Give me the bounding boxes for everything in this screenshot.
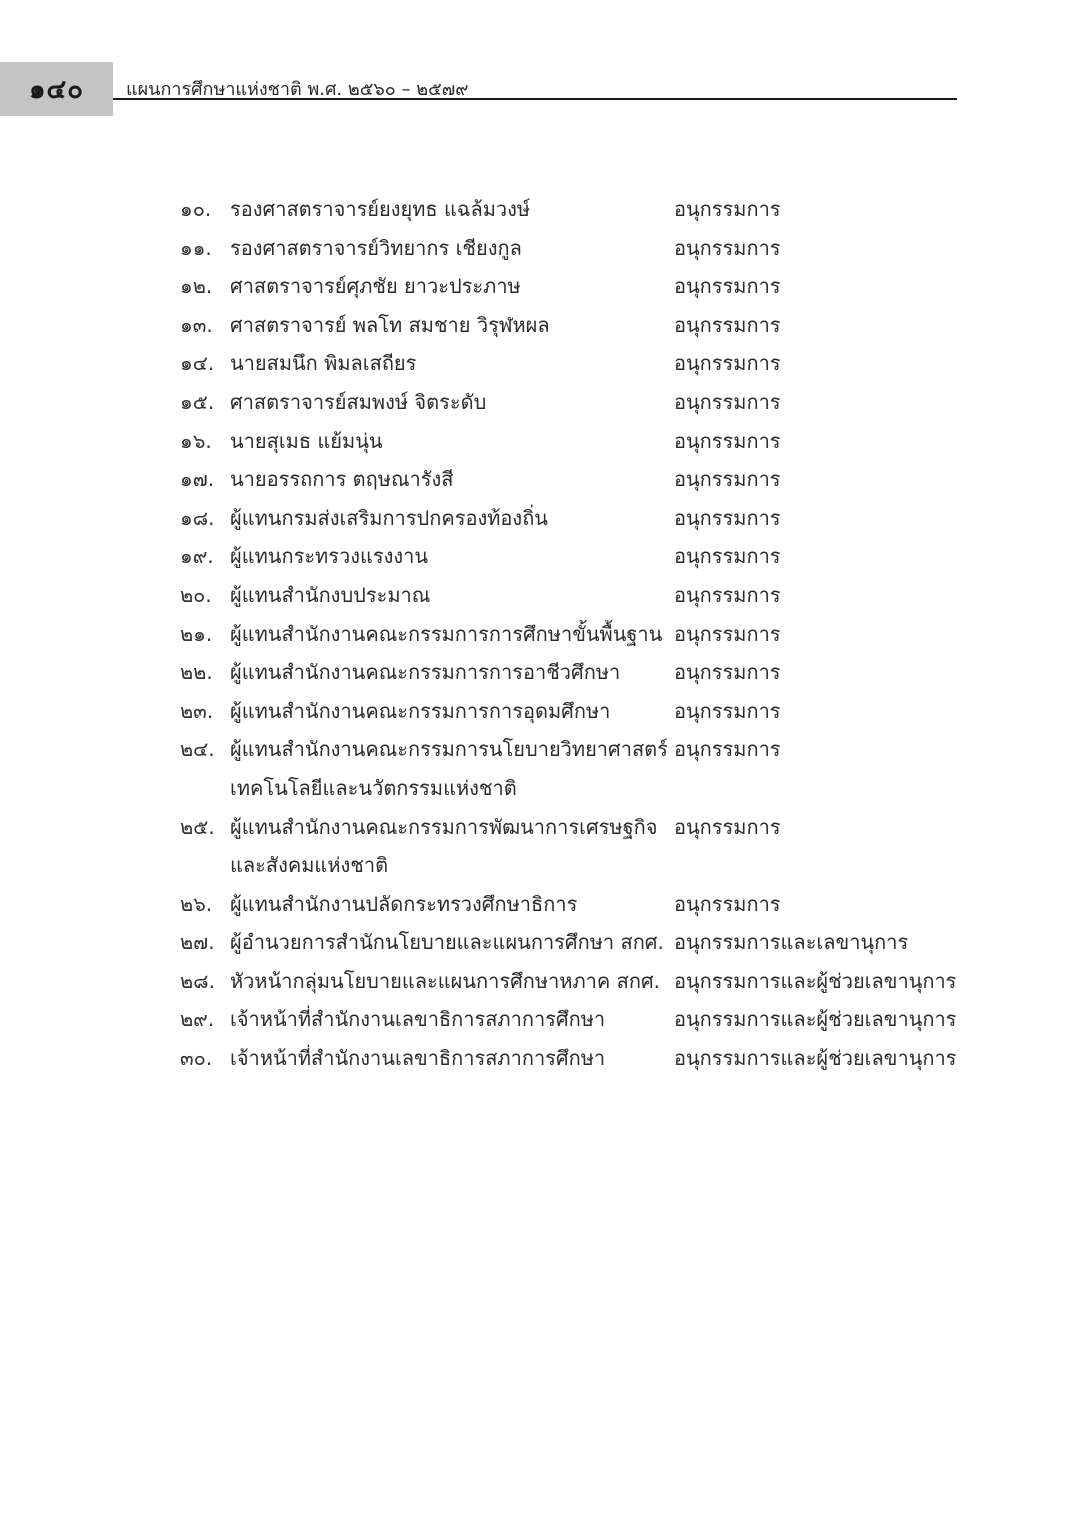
member-entry bbox=[180, 730, 980, 807]
entry-name-line: หัวหน้ากลุ่มนโยบายและแผนการศึกษาหภาค สกศ. bbox=[230, 968, 660, 993]
entry-name bbox=[230, 537, 670, 576]
entry-name bbox=[230, 422, 670, 461]
entry-name-line: ศาสตราจารย์ พลโท สมชาย วิรุฬหผล bbox=[230, 312, 550, 337]
entry-number: ๒๔. bbox=[180, 737, 215, 762]
entry-name-line: ผู้แทนสำนักงานคณะกรรมการพัฒนาการเศรษฐกิจ bbox=[230, 814, 658, 839]
entry-role: อนุกรรมการ bbox=[674, 891, 781, 916]
member-list bbox=[180, 190, 980, 1078]
member-entry bbox=[180, 344, 980, 383]
member-entry bbox=[180, 537, 980, 576]
entry-name-line: ผู้แทนสำนักงานคณะกรรมการการอุดมศึกษา bbox=[230, 698, 611, 723]
entry-name bbox=[230, 344, 670, 383]
entry-number: ๑๗. bbox=[180, 467, 215, 492]
entry-name-line: เทคโนโลยีและนวัตกรรมแห่งชาติ bbox=[230, 775, 517, 800]
entry-name bbox=[230, 730, 670, 807]
entry-number: ๒๓. bbox=[180, 698, 214, 723]
page-number-tab: ๑๔๐ bbox=[0, 62, 113, 116]
entry-role: อนุกรรมการ bbox=[674, 544, 781, 569]
entry-number: ๒๗. bbox=[180, 930, 215, 955]
entry-role: อนุกรรมการ bbox=[674, 389, 781, 414]
member-entry bbox=[180, 962, 980, 1001]
entry-number: ๒๕. bbox=[180, 814, 215, 839]
member-entry bbox=[180, 808, 980, 885]
member-entry bbox=[180, 499, 980, 538]
entry-name-line: ศาสตราจารย์สมพงษ์ จิตระดับ bbox=[230, 389, 487, 414]
entry-name-line: ผู้แทนสำนักงานคณะกรรมการนโยบายวิทยาศาสตร์ bbox=[230, 737, 668, 762]
entry-number: ๒๙. bbox=[180, 1007, 215, 1032]
running-title: แผนการศึกษาแห่งชาติ พ.ศ. ๒๕๖๐ – ๒๕๗๙ bbox=[126, 79, 469, 100]
member-entry bbox=[180, 576, 980, 615]
entry-number: ๑๒. bbox=[180, 274, 213, 299]
entry-name bbox=[230, 653, 670, 692]
entry-name bbox=[230, 306, 670, 345]
entry-role: อนุกรรมการ bbox=[674, 235, 781, 260]
entry-number: ๑๐. bbox=[180, 197, 212, 221]
member-entry bbox=[180, 306, 980, 345]
entry-number: ๒๒. bbox=[180, 660, 213, 685]
entry-name bbox=[230, 267, 670, 306]
entry-name bbox=[230, 923, 670, 962]
entry-name-line: ผู้อำนวยการสำนักนโยบายและแผนการศึกษา สกศ. bbox=[230, 930, 664, 955]
entry-name bbox=[230, 576, 670, 615]
entry-name-line: นายสุเมธ แย้มนุ่น bbox=[230, 428, 383, 453]
entry-name bbox=[230, 962, 670, 1001]
page-header bbox=[0, 62, 1088, 116]
entry-name bbox=[230, 460, 670, 499]
entry-name-line: เจ้าหน้าที่สำนักงานเลขาธิการสภาการศึกษา bbox=[230, 1007, 606, 1032]
entry-role: อนุกรรมการ bbox=[674, 737, 781, 762]
member-entry bbox=[180, 615, 980, 654]
entry-number: ๑๓. bbox=[180, 312, 213, 337]
entry-number: ๒๖. bbox=[180, 891, 213, 916]
entry-role: อนุกรรมการ bbox=[674, 312, 781, 337]
entry-name-line: ผู้แทนสำนักงบประมาณ bbox=[230, 582, 431, 607]
entry-number: ๑๕. bbox=[180, 389, 215, 414]
member-entry bbox=[180, 923, 980, 962]
member-entry bbox=[180, 267, 980, 306]
entry-name bbox=[230, 229, 670, 268]
entry-name-line: รองศาสตราจารย์ยงยุทธ แฉล้มวงษ์ bbox=[230, 197, 531, 221]
entry-role: อนุกรรมการและผู้ช่วยเลขานุการ bbox=[674, 968, 957, 993]
entry-name-line: ผู้แทนสำนักงานคณะกรรมการการอาชีวศึกษา bbox=[230, 660, 621, 685]
entry-name bbox=[230, 692, 670, 731]
entry-role: อนุกรรมการ bbox=[674, 467, 781, 492]
entry-role: อนุกรรมการ bbox=[674, 698, 781, 723]
entry-name-line: รองศาสตราจารย์วิทยากร เชียงกูล bbox=[230, 235, 522, 260]
entry-role: อนุกรรมการ bbox=[674, 274, 781, 299]
entry-name-line: ผู้แทนสำนักงานปลัดกระทรวงศึกษาธิการ bbox=[230, 891, 578, 916]
entry-number: ๓๐. bbox=[180, 1046, 213, 1071]
entry-name bbox=[230, 1000, 670, 1039]
entry-role: อนุกรรมการ bbox=[674, 197, 781, 221]
entry-role: อนุกรรมการ bbox=[674, 814, 781, 839]
member-entry bbox=[180, 1000, 980, 1039]
entry-role: อนุกรรมการ bbox=[674, 660, 781, 685]
member-entry bbox=[180, 460, 980, 499]
entry-name bbox=[230, 1039, 670, 1078]
member-entry bbox=[180, 190, 980, 229]
entry-number: ๑๙. bbox=[180, 544, 214, 569]
entry-name-line: และสังคมแห่งชาติ bbox=[230, 853, 389, 878]
member-entry bbox=[180, 885, 980, 924]
entry-name-line: ผู้แทนกระทรวงแรงงาน bbox=[230, 544, 429, 569]
entry-number: ๑๔. bbox=[180, 351, 215, 376]
entry-name-line: เจ้าหน้าที่สำนักงานเลขาธิการสภาการศึกษา bbox=[230, 1046, 606, 1071]
member-entry bbox=[180, 653, 980, 692]
entry-number: ๑๑. bbox=[180, 235, 212, 260]
entry-name-line: ศาสตราจารย์ศุภชัย ยาวะประภาษ bbox=[230, 274, 521, 299]
entry-name-line: นายอรรถการ ตฤษณารังสี bbox=[230, 467, 454, 492]
entry-name bbox=[230, 499, 670, 538]
member-entry bbox=[180, 422, 980, 461]
entry-number: ๑๘. bbox=[180, 505, 215, 530]
entry-number: ๑๖. bbox=[180, 428, 212, 453]
entry-number: ๒๑. bbox=[180, 621, 213, 646]
entry-role: อนุกรรมการและผู้ช่วยเลขานุการ bbox=[674, 1046, 957, 1071]
member-entry bbox=[180, 383, 980, 422]
entry-number: ๒๘. bbox=[180, 968, 215, 993]
entry-name bbox=[230, 885, 670, 924]
entry-role: อนุกรรมการและเลขานุการ bbox=[674, 930, 909, 955]
member-entry bbox=[180, 692, 980, 731]
entry-role: อนุกรรมการ bbox=[674, 505, 781, 530]
entry-role: อนุกรรมการและผู้ช่วยเลขานุการ bbox=[674, 1007, 957, 1032]
entry-name-line: ผู้แทนสำนักงานคณะกรรมการการศึกษาขั้นพื้นฐาน bbox=[230, 621, 663, 646]
entry-name bbox=[230, 808, 670, 885]
member-entry bbox=[180, 1039, 980, 1078]
entry-name bbox=[230, 615, 670, 654]
entry-number: ๒๐. bbox=[180, 582, 212, 607]
entry-name-line: นายสมนึก พิมลเสถียร bbox=[230, 351, 417, 376]
entry-name bbox=[230, 190, 670, 229]
entry-name bbox=[230, 383, 670, 422]
entry-name-line: ผู้แทนกรมส่งเสริมการปกครองท้องถิ่น bbox=[230, 505, 548, 530]
entry-role: อนุกรรมการ bbox=[674, 582, 781, 607]
entry-role: อนุกรรมการ bbox=[674, 351, 781, 376]
member-entry bbox=[180, 229, 980, 268]
entry-role: อนุกรรมการ bbox=[674, 428, 781, 453]
entry-role: อนุกรรมการ bbox=[674, 621, 781, 646]
header-rule bbox=[113, 98, 957, 100]
